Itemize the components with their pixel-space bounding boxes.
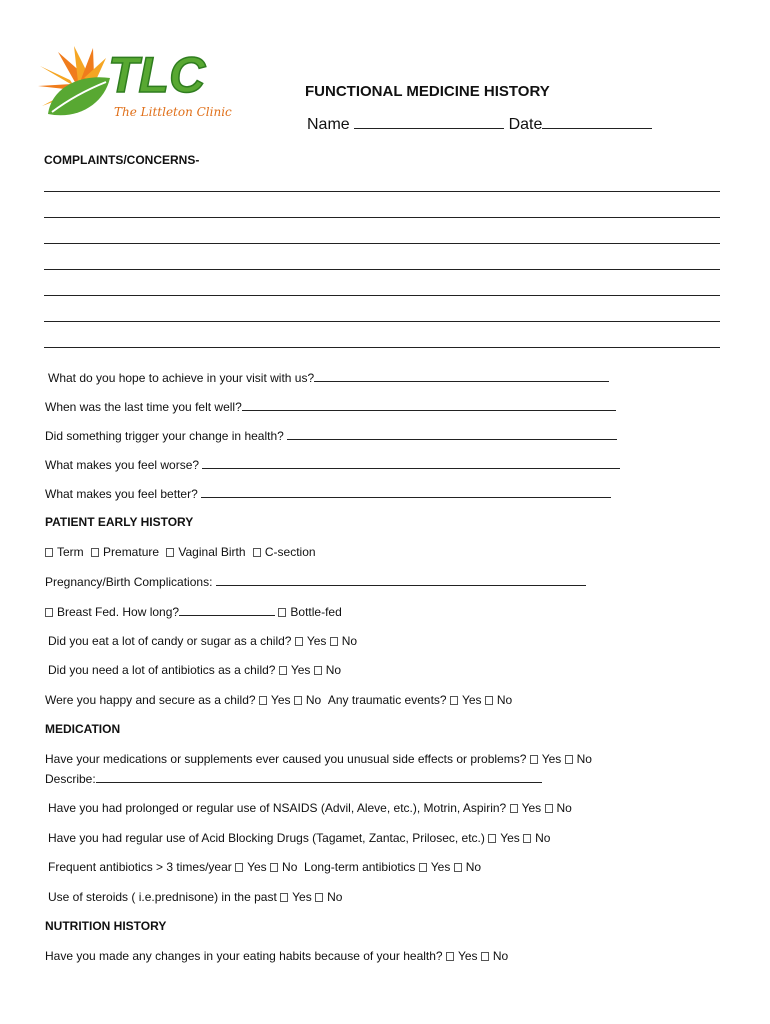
yes-label: Yes [430,860,451,874]
yes-label: Yes [521,801,542,815]
tlc-logo [38,44,268,124]
checkbox[interactable] [481,952,489,961]
yes-label: Yes [500,831,520,845]
answer-field[interactable] [314,370,609,382]
complications-label: Pregnancy/Birth Complications: [45,575,213,589]
checkbox[interactable] [330,637,338,646]
feeding-row [45,604,342,620]
checkbox[interactable] [235,863,243,872]
question-better-text: What makes you feel better? [45,487,198,501]
antibiotics-freq-row [48,860,481,875]
complications-row [45,574,586,590]
no-label: No [492,949,509,963]
complaint-line[interactable] [44,243,720,244]
checkbox[interactable] [450,696,458,705]
complaint-line[interactable] [44,295,720,296]
form-title: FUNCTIONAL MEDICINE HISTORY [305,83,550,100]
checkbox[interactable] [315,893,323,902]
describe-field[interactable] [96,771,542,783]
checkbox[interactable] [294,696,302,705]
premature-label: Premature [103,545,160,559]
checkbox[interactable] [166,548,174,557]
vaginal-birth-label: Vaginal Birth [178,545,246,559]
acid-question: Have you had regular use of Acid Blocking Drugs (Tagamet, Zantac, Prilosec, etc.) [48,831,485,845]
yes-label: Yes [290,663,311,677]
yes-label: Yes [270,693,291,707]
describe-row [45,771,542,787]
antibiotics-child-question: Did you need a lot of antibiotics as a child? [48,663,276,677]
no-label: No [535,831,551,845]
checkbox[interactable] [446,952,454,961]
checkbox[interactable] [253,548,261,557]
birth-options-row [45,545,316,560]
checkbox[interactable] [45,548,53,557]
checkbox[interactable] [523,834,531,843]
no-label: No [282,860,298,874]
answer-field[interactable] [242,399,616,411]
candy-row [48,634,357,649]
checkbox[interactable] [278,608,286,617]
question-hope-text: What do you hope to achieve in your visit with us? [48,371,315,385]
breast-fed-duration-field[interactable] [179,604,275,616]
describe-label: Describe: [45,772,96,786]
no-label: No [341,634,358,648]
question-row [45,457,620,473]
medication-heading: MEDICATION [45,722,121,736]
long-term-question: Long-term antibiotics [304,860,416,874]
complaints-heading: COMPLAINTS/CONCERNS- [44,153,200,167]
no-label: No [465,860,482,874]
no-label: No [325,663,342,677]
question-row [45,486,611,502]
no-label: No [556,801,572,815]
question-felt-well-text: When was the last time you felt well? [45,400,242,414]
question-row [45,399,616,415]
term-label: Term [57,545,84,559]
answer-field[interactable] [287,428,617,440]
date-label: Date [508,116,543,133]
name-date-row [307,116,652,134]
checkbox[interactable] [454,863,462,872]
antibiotics-child-row [48,663,341,678]
logo-tagline: The Littleton Clinic [114,105,232,119]
complaint-line[interactable] [44,269,720,270]
checkbox[interactable] [530,755,538,764]
steroids-row [48,890,342,905]
checkbox[interactable] [280,893,288,902]
yes-label: Yes [247,860,267,874]
answer-field[interactable] [201,486,611,498]
side-effects-question: Have your medications or supplements ever caused you unusual side effects or problems? [45,752,527,766]
checkbox[interactable] [545,804,553,813]
checkbox[interactable] [295,637,303,646]
leaf-icon [48,77,110,115]
yes-label: Yes [292,890,312,904]
nsaids-row [48,801,572,816]
yes-label: Yes [306,634,327,648]
complications-field[interactable] [216,574,586,586]
checkbox[interactable] [488,834,496,843]
checkbox[interactable] [279,666,287,675]
checkbox[interactable] [565,755,573,764]
candy-question: Did you eat a lot of candy or sugar as a child? [48,634,292,648]
logo-letters: TLC [108,47,206,103]
nutrition-heading: NUTRITION HISTORY [45,919,167,933]
complaint-line[interactable] [44,217,720,218]
checkbox[interactable] [91,548,99,557]
complaint-line[interactable] [44,191,720,192]
checkbox[interactable] [510,804,518,813]
checkbox[interactable] [45,608,53,617]
breast-fed-label: Breast Fed. How long? [57,605,180,619]
checkbox[interactable] [259,696,267,705]
steroids-question: Use of steroids ( i.e.prednisone) in the past [48,890,277,904]
question-worse-text: What makes you feel worse? [45,458,200,472]
yes-label: Yes [457,949,478,963]
complaint-line[interactable] [44,321,720,322]
c-section-label: C-section [264,545,316,559]
freq-antibiotics-question: Frequent antibiotics > 3 times/year [48,860,232,874]
checkbox[interactable] [270,863,278,872]
yes-label: Yes [541,752,562,766]
date-field[interactable] [542,117,652,129]
no-label: No [327,890,343,904]
traumatic-question: Any traumatic events? [327,693,447,707]
question-trigger-text: Did something trigger your change in health? [45,429,284,443]
no-label: No [305,693,322,707]
no-label: No [576,752,592,766]
complaint-line[interactable] [44,347,720,348]
eating-row [45,949,508,964]
happy-row [45,693,512,708]
no-label: No [496,693,513,707]
yes-label: Yes [461,693,482,707]
bottle-fed-label: Bottle-fed [290,605,342,619]
name-field[interactable] [354,117,504,129]
acid-row [48,831,550,846]
question-row [48,370,609,386]
question-row [45,428,617,444]
name-label: Name [307,116,350,133]
nsaids-question: Have you had prolonged or regular use of NSAIDS (Advil, Aleve, etc.), Motrin, Aspirin? [48,801,507,815]
happy-question: Were you happy and secure as a child? [45,693,256,707]
checkbox[interactable] [485,696,493,705]
early-history-heading: PATIENT EARLY HISTORY [45,515,194,529]
side-effects-row [45,752,592,767]
checkbox[interactable] [314,666,322,675]
checkbox[interactable] [419,863,427,872]
answer-field[interactable] [202,457,620,469]
eating-question: Have you made any changes in your eating habits because of your health? [45,949,443,963]
